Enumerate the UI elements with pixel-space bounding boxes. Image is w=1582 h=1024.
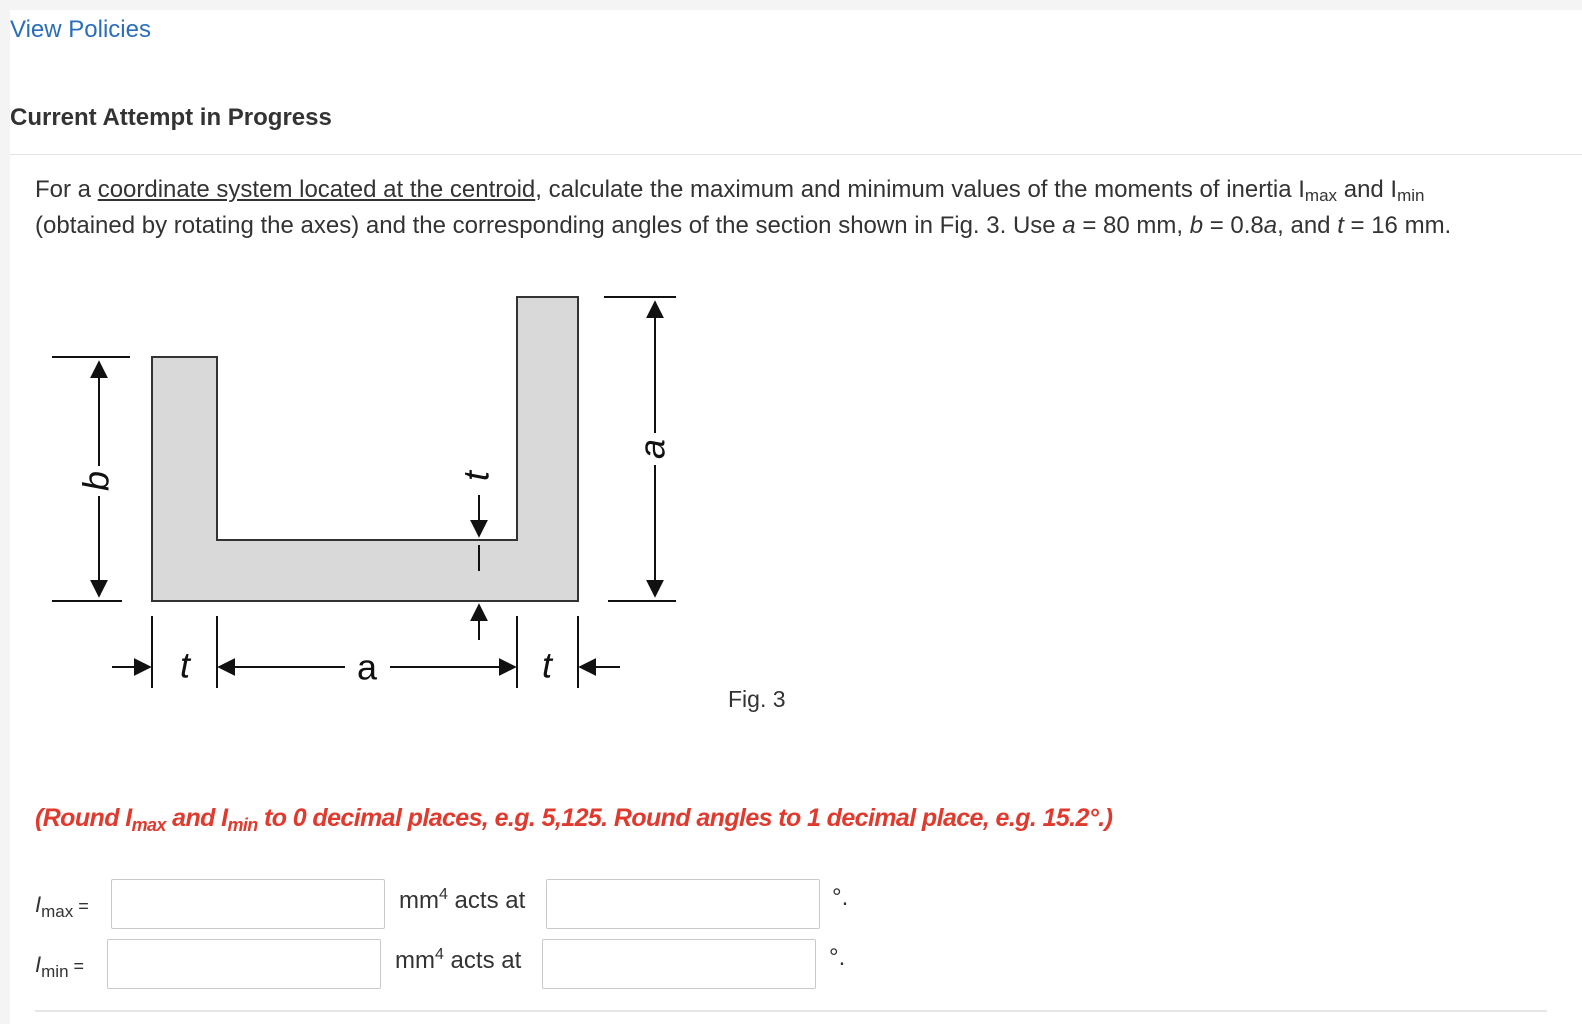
bottom-divider (35, 1010, 1547, 1012)
t-left-label: t (179, 644, 191, 686)
t-right-label: t (541, 644, 553, 686)
rounding-instructions: (Round $I_{max}$ and $I_{min}$ to 0 decimal places, e.g. 5,125. Round angles to 1 decimal place, e.g. 15.2°.) (35, 804, 1113, 835)
a-width-label: a (356, 646, 378, 688)
b-label: b (75, 470, 117, 492)
figure-caption: Fig. 3 (728, 686, 786, 712)
channel-section (152, 297, 578, 601)
imax-degree-symbol: °. (832, 884, 849, 911)
imin-input[interactable] (107, 939, 381, 989)
imax-unit: $mm^4$ acts at (399, 886, 526, 914)
imax-label: $I_{max}$ = (35, 892, 89, 921)
centroid-term: coordinate system located at the centroid (97, 176, 536, 203)
t-web-label: t (455, 470, 497, 482)
imin-unit: $mm^4$ acts at (395, 946, 522, 974)
imax-angle-input[interactable] (546, 879, 820, 929)
imax-input[interactable] (111, 879, 385, 929)
imin-angle-input[interactable] (542, 939, 816, 989)
attempt-title: Current Attempt in Progress (10, 104, 332, 131)
a-height-label: a (631, 438, 673, 460)
question-text: For a coordinate system located at the centroid, calculate the maximum and minimum values of the moments of inertia $I_{max}$ and $I_{min}$ (obtained by rotating the axes) and the corresponding angles of the section shown in Fig. 3. Use a = 80 mm, b = 0.8a, and t = 16 mm. (35, 176, 1452, 239)
view-policies-link[interactable]: View Policies (10, 16, 151, 43)
imin-label: $I_{min}$ = (35, 952, 85, 981)
imin-degree-symbol: °. (829, 944, 846, 971)
